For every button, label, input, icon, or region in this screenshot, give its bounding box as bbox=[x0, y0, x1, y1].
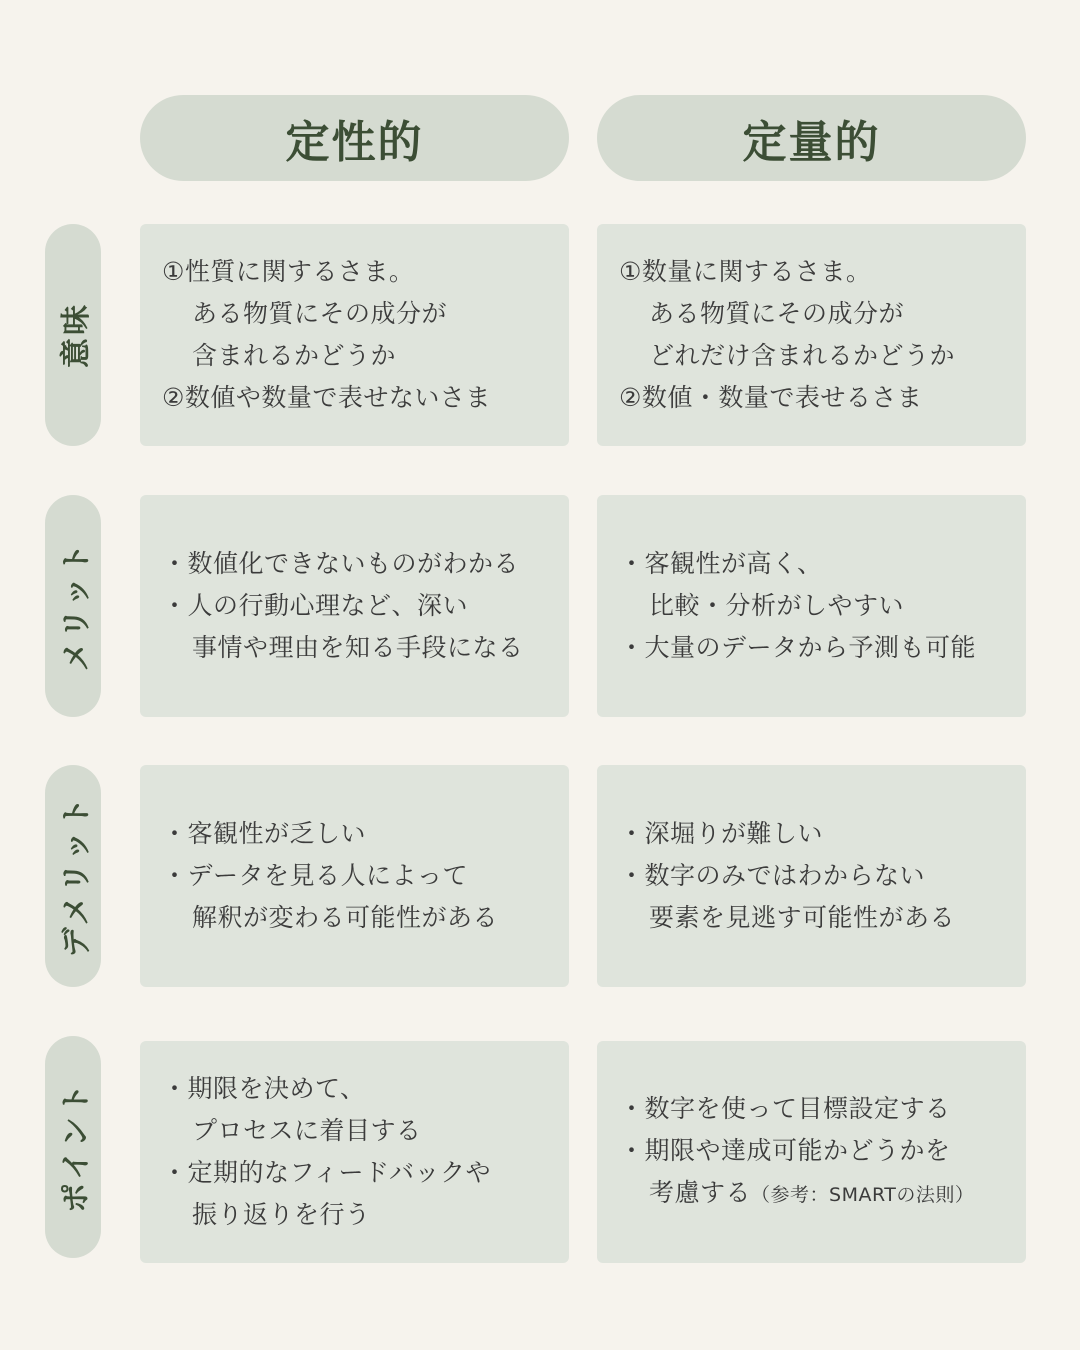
row-label-text: デメリット bbox=[59, 794, 95, 958]
cell-line: ある物質にその成分が bbox=[649, 299, 905, 328]
cell-merit-quantitative bbox=[597, 495, 1026, 717]
cell-line: ・客観性が乏しい bbox=[162, 819, 367, 848]
cell-line: ・客観性が高く、 bbox=[619, 549, 823, 578]
cell-line: 事情や理由を知る手段になる bbox=[192, 633, 524, 662]
cell-line: ・大量のデータから予測も可能 bbox=[619, 633, 977, 662]
cell-line: ②数値や数量で表せないさま bbox=[162, 383, 491, 412]
cell-line: ・期限を決めて、 bbox=[162, 1074, 366, 1103]
row-label-meaning bbox=[45, 224, 101, 446]
cell-line: ・人の行動心理など、深い bbox=[162, 591, 469, 620]
cell-line: ・数字を使って目標設定する bbox=[619, 1094, 951, 1123]
cell-line-text: 考慮する bbox=[649, 1178, 752, 1207]
cell-line bbox=[619, 1172, 1004, 1216]
cell-line: ・数値化できないものがわかる bbox=[162, 549, 520, 578]
row-label-merit bbox=[45, 495, 101, 717]
cell-line: ・数字のみではわからない bbox=[619, 861, 926, 890]
cell-line: どれだけ含まれるかどうか bbox=[649, 341, 956, 370]
row-label-point bbox=[45, 1036, 101, 1258]
cell-line: 振り返りを行う bbox=[192, 1200, 371, 1229]
column-header-quantitative: 定量的 bbox=[597, 95, 1026, 181]
reference-note: （参考：SMARTの法則） bbox=[751, 1184, 975, 1206]
cell-line: ①数量に関するさま。 bbox=[619, 257, 872, 286]
cell-line: 含まれるかどうか bbox=[192, 341, 397, 370]
cell-point-quantitative bbox=[597, 1041, 1026, 1263]
cell-meaning-quantitative bbox=[597, 224, 1026, 446]
cell-merit-qualitative bbox=[140, 495, 569, 717]
cell-line: ・データを見る人によって bbox=[162, 861, 469, 890]
row-label-text: メリット bbox=[59, 540, 94, 672]
row-label-demerit bbox=[45, 765, 101, 987]
cell-line: 要素を見逃す可能性がある bbox=[649, 903, 956, 932]
cell-point-qualitative bbox=[140, 1041, 569, 1263]
cell-line: ある物質にその成分が bbox=[192, 299, 448, 328]
cell-demerit-quantitative bbox=[597, 765, 1026, 987]
column-header-qualitative: 定性的 bbox=[140, 95, 569, 181]
cell-line: ①性質に関するさま。 bbox=[162, 257, 415, 286]
row-label-text: 意味 bbox=[59, 302, 94, 368]
cell-line: ・定期的なフィードバックや bbox=[162, 1158, 492, 1187]
row-label-text: ポイント bbox=[59, 1081, 94, 1213]
cell-line: ・期限や達成可能かどうかを bbox=[619, 1136, 951, 1165]
cell-demerit-qualitative bbox=[140, 765, 569, 987]
cell-line: 解釈が変わる可能性がある bbox=[192, 903, 499, 932]
cell-meaning-qualitative bbox=[140, 224, 569, 446]
cell-line: ②数値・数量で表せるさま bbox=[619, 383, 923, 412]
cell-line: 比較・分析がしやすい bbox=[649, 591, 905, 620]
cell-line: ・深堀りが難しい bbox=[619, 819, 824, 848]
cell-line: プロセスに着目する bbox=[192, 1116, 422, 1145]
